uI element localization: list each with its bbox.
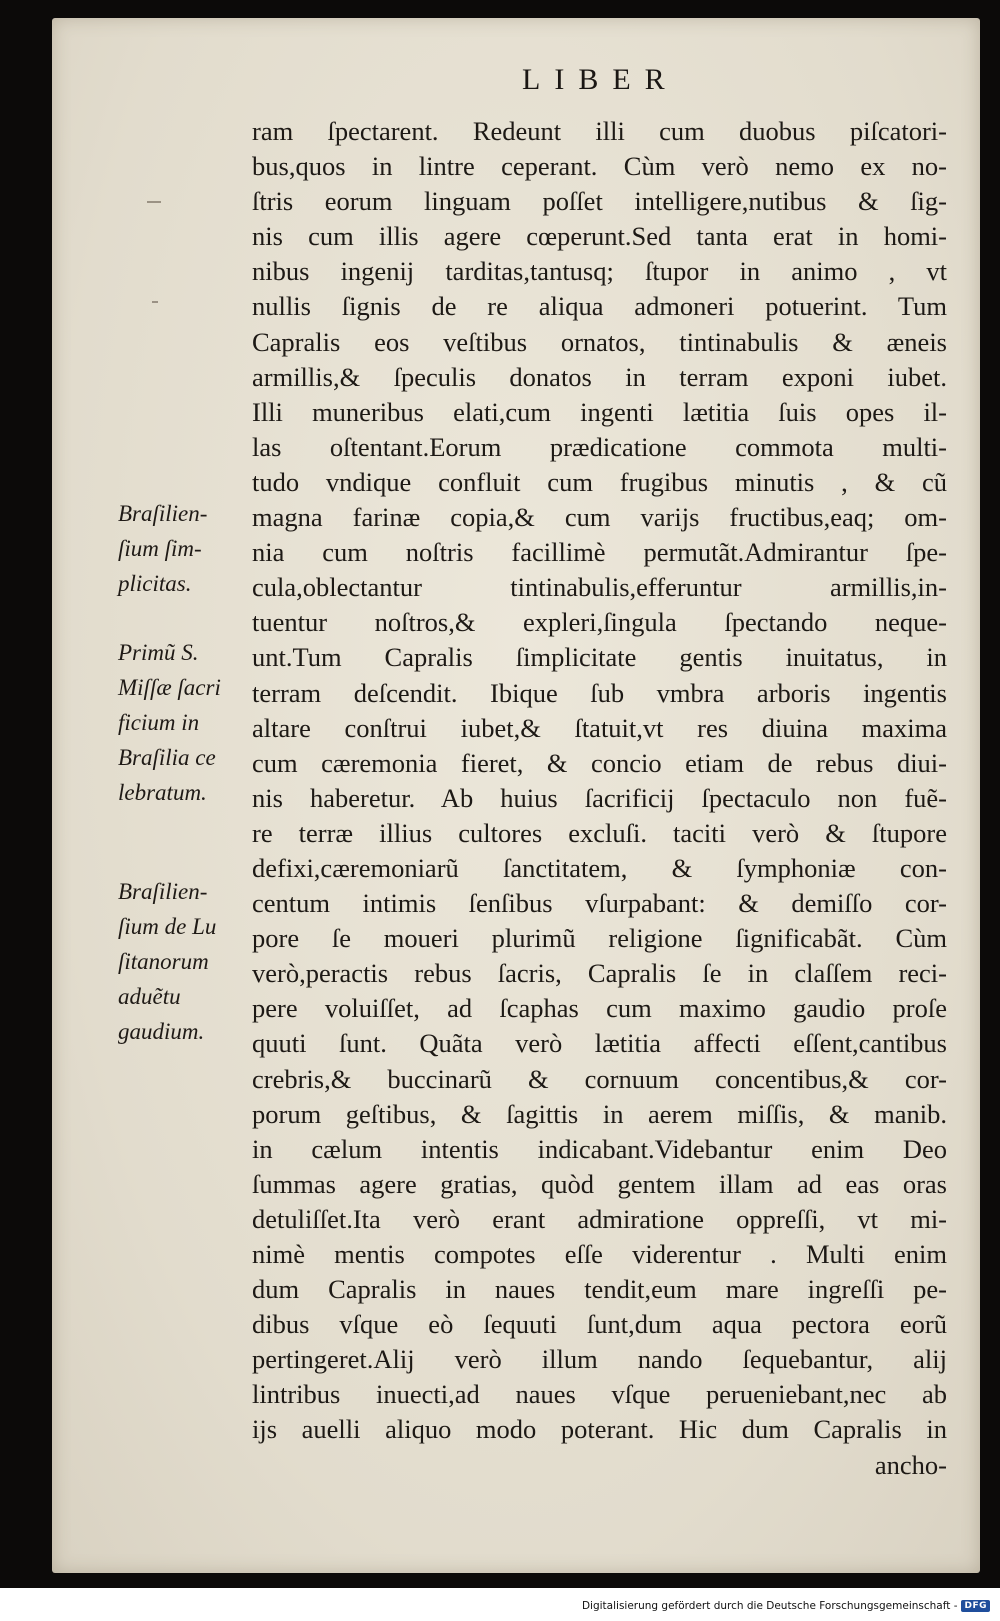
text-line: nibus ingenij tarditas,tantusq; ſtupor in animo , vt [252, 256, 947, 287]
text-line: tuentur noſtros,& expleri,ſingula ſpectando neque- [252, 607, 947, 638]
text-line: Illi muneribus elati,cum ingenti lætitia ſuis opes il- [252, 396, 947, 427]
dfg-logo: DFG [961, 1600, 990, 1612]
marginal-note-line: Braſilia ce [118, 745, 216, 770]
marginal-note-line: ſium de Lu [118, 914, 217, 939]
text-line: bus,quos in lintre ceperant. Cùm verò nemo ex no- [252, 151, 947, 182]
text-line: ſummas agere gratias, quòd gentem illam ad eas oras [252, 1168, 947, 1199]
text-line: detuliſſet.Ita verò erant admiratione oppreſſi, vt mi- [252, 1203, 947, 1234]
text-line: cula,oblectantur tintinabulis,efferuntur armillis,in- [252, 572, 947, 603]
text-line: ram ſpectarent. Redeunt illi cum duobus piſcatori- [252, 116, 947, 146]
text-line: in cælum intentis indicabant.Videbantur enim Deo [252, 1133, 947, 1164]
body-text [252, 114, 947, 1483]
marginal-note-line: plicitas. [118, 571, 192, 596]
text-line: verò,peractis rebus ſacris, Capralis ſe in claſſem reci- [252, 958, 947, 989]
marginal-note-line: lebratum. [118, 780, 207, 805]
text-line: nullis ſignis de re aliqua admoneri potuerint. Tum [252, 291, 947, 322]
marginal-note-line: ſitanorum [118, 949, 209, 974]
text-line: tudo vndique confluit cum frugibus minutis , & cũ [252, 466, 947, 497]
text-line: dibus vſque eò ſequuti ſunt,dum aqua pectora eorũ [252, 1309, 947, 1340]
text-line: Capralis eos veſtibus ornatos, tintinabulis & æneis [252, 326, 947, 357]
marginal-note-line: gaudium. [118, 1019, 205, 1044]
text-line: ſtris eorum linguam poſſet intelligere,nutibus & ſig- [252, 186, 947, 217]
page-header [52, 63, 980, 103]
text-line: re terræ illius cultores excluſi. taciti verò & ſtupore [252, 817, 947, 848]
text-line: pertingeret.Alij verò illum nando ſequebantur, alij [252, 1344, 947, 1375]
marginal-note-brasiliensium-gaudium [118, 874, 253, 1049]
text-line: defixi,cæremoniarũ ſanctitatem, & ſymphoniæ con- [252, 852, 947, 883]
marginal-note-line: Braſilien- [118, 879, 208, 904]
text-line: lintribus inuecti,ad naues vſque perueniebant,nec ab [252, 1379, 947, 1410]
text-line: nis haberetur. Ab huius ſacrificij ſpectaculo non fuẽ- [252, 782, 947, 813]
text-line: terram deſcendit. Ibique ſub vmbra arboris ingentis [252, 677, 947, 708]
marginal-note-line: ficium in [118, 710, 200, 735]
text-line: las oſtentant.Eorum prædicatione commota multi- [252, 431, 947, 462]
text-line: nis cum illis agere cœperunt.Sed tanta erat in homi- [252, 221, 947, 252]
book-page [52, 18, 980, 1573]
text-line: altare conſtrui iubet,& ſtatuit,vt res diuina maxima [252, 712, 947, 743]
footer-credit [582, 1600, 990, 1612]
text-line: magna farinæ copia,& cum varijs fructibus,eaq; om- [252, 502, 947, 533]
catchword: ancho- [874, 1449, 947, 1480]
text-line: ijs auelli aliquo modo poterant. Hic dum Capralis in [252, 1414, 947, 1445]
text-line: dum Capralis in naues tendit,eum mare ingreſſi pe- [252, 1274, 947, 1305]
text-line: unt.Tum Capralis ſimplicitate gentis inuitatus, in [252, 642, 947, 673]
text-line: quuti ſunt. Quãta verò lætitia affecti eſſent,cantibus [252, 1028, 947, 1059]
text-line: nia cum noſtris facillimè permutãt.Admirantur ſpe- [252, 537, 947, 568]
text-line: armillis,& ſpeculis donatos in terram exponi iubet. [252, 361, 947, 392]
marginal-note-brasiliensium-simplicitas [118, 496, 253, 601]
running-title: LIBER [522, 63, 679, 96]
marginal-note-primum-missae-sacrificium [118, 635, 253, 810]
marginal-note-line: ſium ſim- [118, 536, 202, 561]
marginal-note-line: Miſſæ ſacri [118, 675, 221, 700]
ink-mark [147, 201, 161, 203]
marginal-note-line: Primũ S. [118, 640, 199, 665]
text-line: nimè mentis compotes eſſe viderentur . Multi enim [252, 1239, 947, 1269]
ink-mark [152, 301, 158, 303]
text-line: cum cæremonia fieret, & concio etiam de rebus diui- [252, 747, 947, 778]
marginal-note-line: Braſilien- [118, 501, 208, 526]
text-line: pore ſe moueri plurimũ religione ſignificabãt. Cùm [252, 923, 947, 954]
marginal-note-line: aduẽtu [118, 984, 181, 1009]
footer-credit-text: Digitalisierung gefördert durch die Deutsche Forschungsgemeinschaft - [581, 1600, 958, 1612]
text-line: centum intimis ſenſibus vſurpabant: & demiſſo cor- [252, 888, 947, 919]
text-line: pere voluiſſet, ad ſcaphas cum maximo gaudio proſe [252, 993, 947, 1024]
text-line: crebris,& buccinarũ & cornuum concentibus,& cor- [252, 1063, 947, 1094]
text-line: porum geſtibus, & ſagittis in aerem miſſis, & manib. [252, 1098, 947, 1129]
